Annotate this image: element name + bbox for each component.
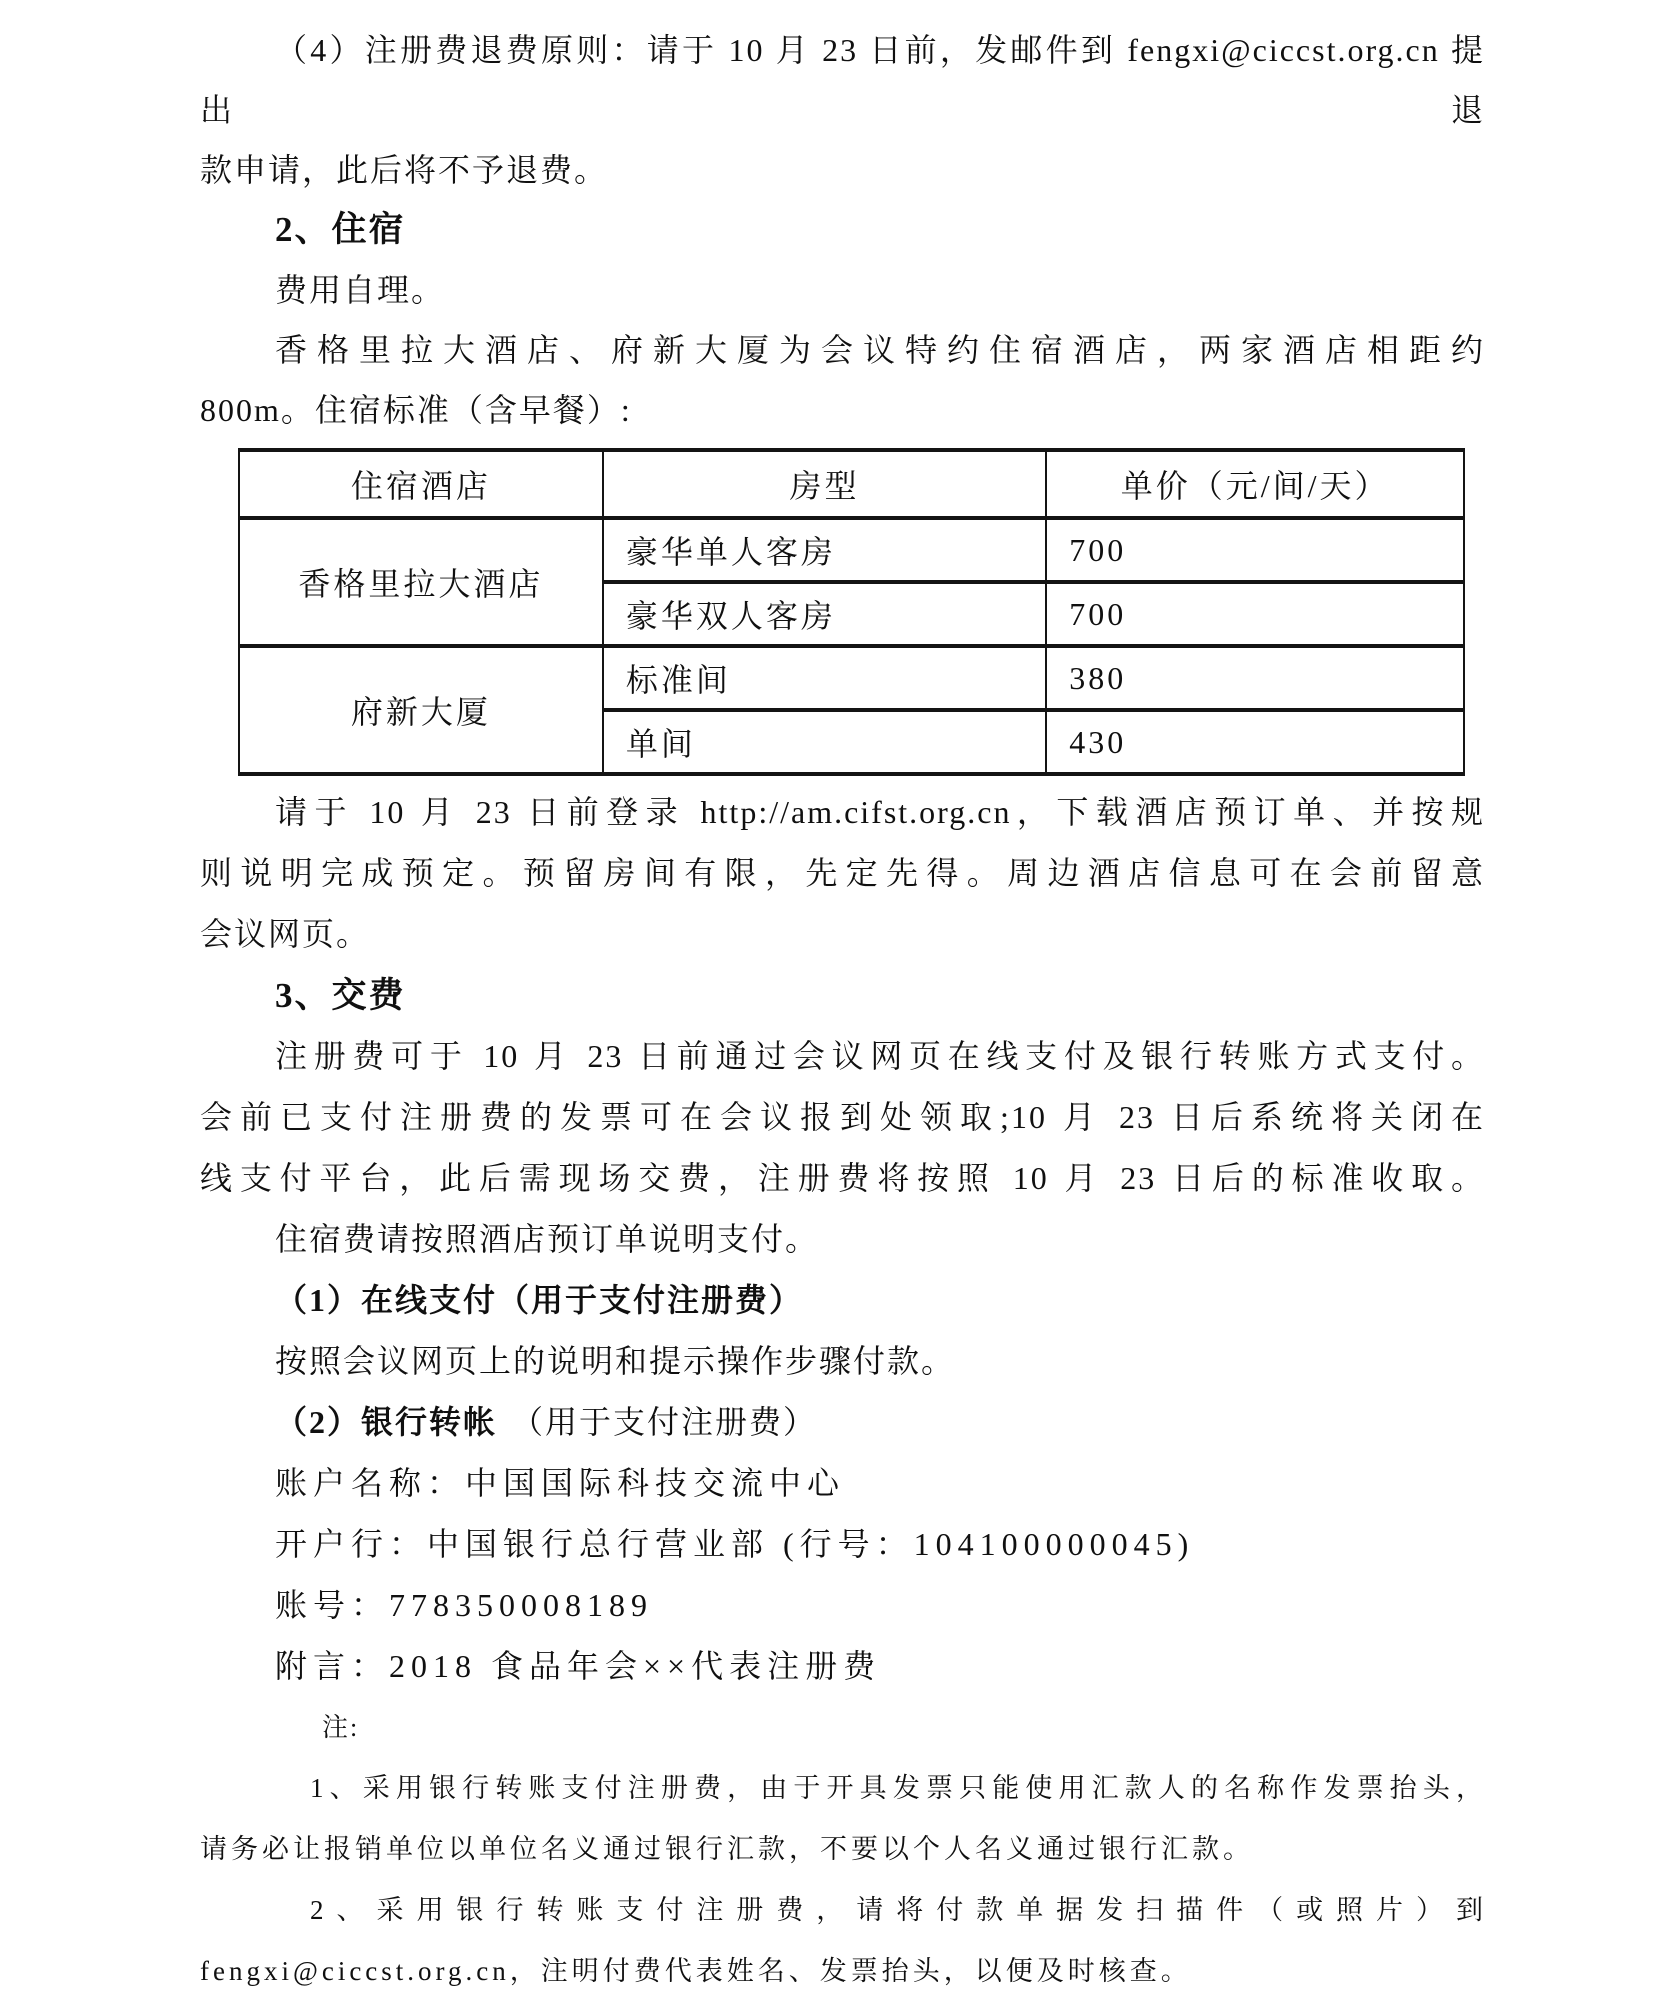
cell-room-price: 700 [1046,518,1464,582]
cell-room-type: 单间 [603,710,1046,774]
bank-account-number: 账号：778350008189 [275,1587,654,1623]
table-header-hotel: 住宿酒店 [239,450,603,518]
booking-line-2: 则说明完成预定。预留房间有限，先定先得。周边酒店信息可在会前留意 [200,855,1485,891]
cell-room-price: 700 [1046,582,1464,646]
table-header-row [239,450,1464,518]
bank-branch: 开户行：中国银行总行营业部 (行号：104100000045) [275,1526,1195,1562]
accommodation-price-table [238,448,1465,776]
table-header-room-type: 房型 [603,450,1046,518]
cell-hotel-shangrila: 香格里拉大酒店 [239,518,603,646]
subheading-bank-transfer-line [200,1392,1485,1453]
cell-hotel-fuxin: 府新大厦 [239,646,603,774]
table-row [239,518,1464,582]
payment-line-2: 会前已支付注册费的发票可在会议报到处领取;10 月 23 日后系统将关闭在 [200,1099,1485,1135]
cell-room-type: 豪华双人客房 [603,582,1046,646]
payment-line-1: 注册费可于 10 月 23 日前通过会议网页在线支付及银行转账方式支付。 [275,1038,1485,1074]
self-pay-line: 费用自理。 [275,272,446,308]
payment-line-3: 线支付平台，此后需现场交费，注册费将按照 10 月 23 日后的标准收取。 [200,1160,1485,1196]
hotels-line-1: 香格里拉大酒店、府新大厦为会议特约住宿酒店，两家酒店相距约 [275,332,1485,368]
cell-room-price: 430 [1046,710,1464,774]
bank-account-name: 账户名称：中国国际科技交流中心 [275,1465,846,1501]
refund-policy-line-2: 款申请，此后将不予退费。 [200,152,609,188]
note-2-line-2: fengxi@ciccst.org.cn，注明付费代表姓名、发票抬头，以便及时核查。 [200,1956,1192,1986]
hotels-line-2: 800m。住宿标准（含早餐）: [200,392,632,428]
online-payment-desc: 按照会议网页上的说明和提示操作步骤付款。 [275,1343,956,1379]
note-2-line-1: 2、采用银行转账支付注册费，请将付款单据发扫描件（或照片）到 [310,1895,1485,1925]
cell-room-price: 380 [1046,646,1464,710]
note-1-line-2: 请务必让报销单位以单位名义通过银行汇款，不要以个人名义通过银行汇款。 [200,1834,1254,1864]
booking-line-1: 请于 10 月 23 日前登录 http://am.cifst.org.cn，下载酒店预订单、并按规 [275,794,1485,830]
subheading-bank-transfer-note: （用于支付注册费） [511,1404,818,1440]
lower-section [200,782,1485,2002]
payment-hotel-line: 住宿费请按照酒店预订单说明支付。 [275,1221,820,1257]
cell-room-type: 标准间 [603,646,1046,710]
note-1-line-1: 1、采用银行转账支付注册费，由于开具发票只能使用汇款人的名称作发票抬头， [310,1773,1485,1803]
refund-policy-line-1: （4）注册费退费原则：请于 10 月 23 日前，发邮件到 fengxi@ciccst.org.cn 提出退 [200,32,1485,128]
notes-label: 注: [322,1713,360,1742]
bank-transfer-remark: 附言：2018 食品年会××代表注册费 [275,1648,882,1684]
subheading-bank-transfer: （2）银行转帐 [275,1404,498,1440]
document-content [200,0,1485,2002]
cell-room-type: 豪华单人客房 [603,518,1046,582]
table-header-price: 单价（元/间/天） [1046,450,1464,518]
section-heading-payment: 3、交费 [275,976,406,1015]
table-row [239,646,1464,710]
section-heading-accommodation: 2、住宿 [275,210,406,249]
booking-line-3: 会议网页。 [200,916,371,952]
subheading-online-payment: （1）在线支付（用于支付注册费） [275,1282,804,1318]
